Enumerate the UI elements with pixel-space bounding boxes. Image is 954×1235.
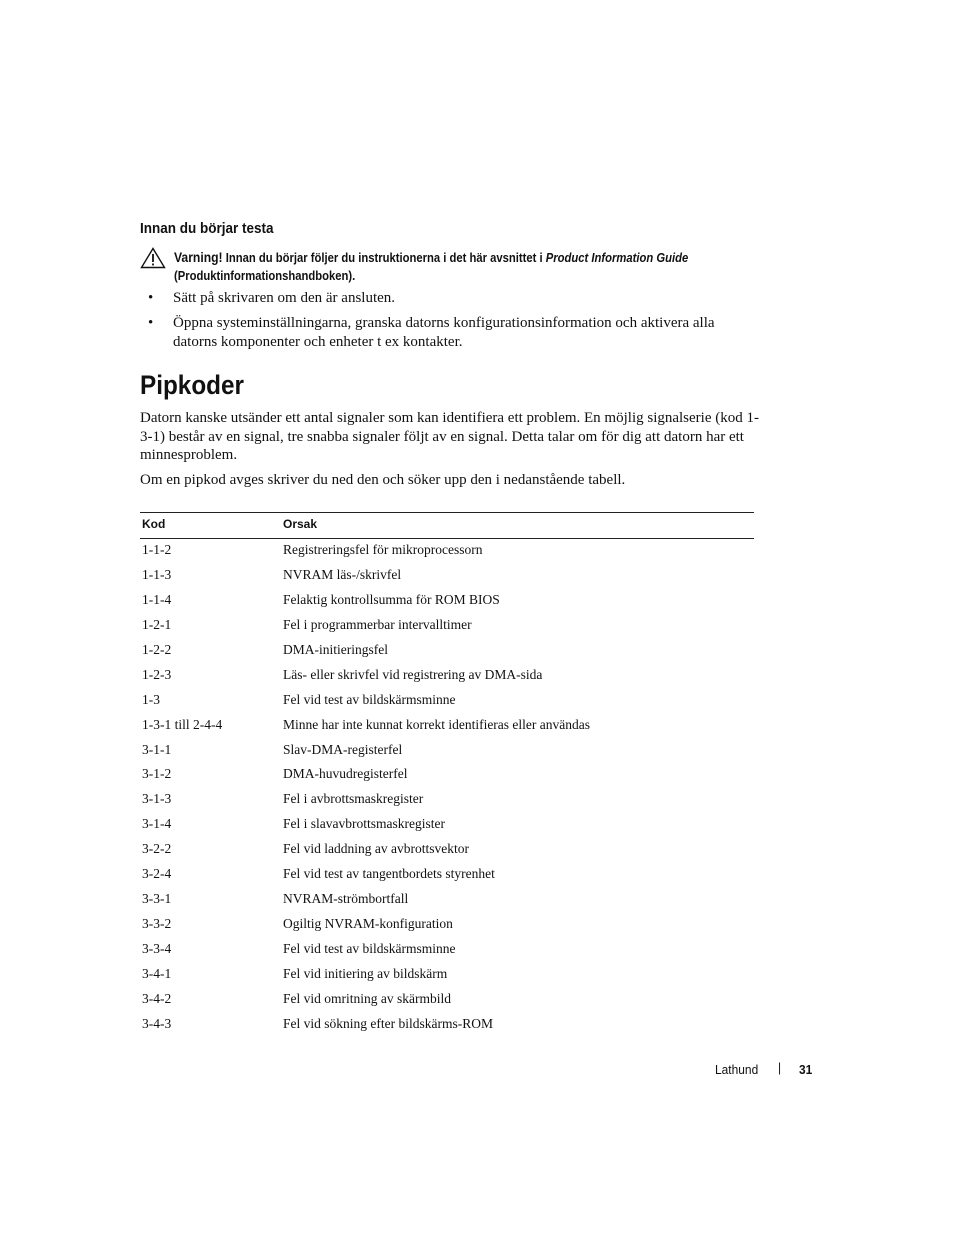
- code-cell: 1-1-2: [142, 542, 172, 557]
- table-row: [140, 539, 754, 564]
- instruction-paragraph: Om en pipkod avges skriver du ned den och söker upp den i nedanstående tabell.: [140, 472, 626, 488]
- cause-cell: Fel i slavavbrottsmaskregister: [283, 816, 445, 832]
- intro-paragraph: Datorn kanske utsänder ett antal signaler som kan identifiera ett problem. En möjlig signalserie (kod 1-3-1) består av en signal, tre snabba signaler följt av en signal. Detta talar om för dig att datorn har ett minnesproblem.: [140, 410, 759, 463]
- table-row: [140, 1013, 754, 1038]
- cause-cell: Läs- eller skrivfel vid registrering av DMA-sida: [283, 666, 543, 682]
- table-body: [140, 539, 754, 1038]
- code-cell: 1-2-1: [142, 616, 172, 632]
- code-cell: 1-3-1 till 2-4-4: [142, 716, 223, 732]
- column-header-kod: Kod: [142, 517, 166, 531]
- table-row: [140, 664, 754, 689]
- code-cell: 3-1-1: [142, 741, 172, 757]
- cause-cell: Fel vid omritning av skärmbild: [283, 990, 451, 1006]
- code-cell: 3-3-1: [142, 891, 172, 907]
- code-cell: 3-2-2: [142, 841, 172, 857]
- bullet-list: [140, 289, 740, 358]
- table-row: [140, 838, 754, 863]
- list-item: [140, 289, 740, 308]
- cause-cell: Felaktig kontrollsumma för ROM BIOS: [283, 591, 500, 607]
- cause-cell: Fel i avbrottsmaskregister: [283, 791, 424, 807]
- column-header-orsak: Orsak: [283, 517, 318, 531]
- code-cell: 3-4-2: [142, 990, 172, 1006]
- section-heading: Innan du börjar testa: [140, 220, 274, 237]
- cause-cell: Fel vid laddning av avbrottsvektor: [283, 841, 469, 857]
- list-item-text: Öppna systeminställningarna, granska datorns konfigurationsinformation och aktivera alla datorns komponenter och enheter t ex kontakter.: [173, 315, 715, 350]
- cause-cell: Fel vid test av bildskärmsminne: [283, 941, 456, 956]
- cause-cell: DMA-initieringsfel: [283, 641, 388, 657]
- warning-text: Innan du börjar följer du instruktionerna i det här avsnittet i: [222, 251, 546, 265]
- table-row: [140, 714, 754, 739]
- table-row: [140, 639, 754, 664]
- code-cell: 3-4-1: [142, 965, 172, 981]
- beep-code-table: [140, 512, 754, 1038]
- warning-line-1: [174, 249, 696, 267]
- page-number: 31: [799, 1062, 813, 1077]
- table-row: [140, 614, 754, 639]
- warning-notice: [174, 249, 696, 285]
- footer-section-name: Lathund: [715, 1062, 759, 1077]
- code-cell: 1-1-4: [142, 591, 172, 607]
- cause-cell: Fel vid test av bildskärmsminne: [283, 691, 456, 707]
- table-header: [140, 512, 754, 539]
- code-cell: 3-1-4: [142, 816, 172, 832]
- table-row: [140, 988, 754, 1013]
- table-row: [140, 913, 754, 938]
- table-row: [140, 938, 754, 963]
- bullet-icon: •: [148, 290, 154, 306]
- cause-cell: NVRAM läs-/skrivfel: [283, 566, 402, 582]
- code-cell: 3-2-4: [142, 866, 172, 882]
- code-cell: 3-4-3: [142, 1015, 172, 1031]
- cause-cell: Minne har inte kunnat korrekt identifieras eller användas: [283, 716, 591, 732]
- code-cell: 3-1-2: [142, 766, 172, 782]
- guide-name: Product Information Guide: [545, 251, 689, 265]
- page-title: Pipkoder: [140, 370, 244, 400]
- table-row: [140, 739, 754, 764]
- cause-cell: Fel vid test av tangentbordets styrenhet: [283, 866, 495, 882]
- cause-cell: Ogiltig NVRAM-konfiguration: [283, 916, 453, 932]
- cause-cell: Slav-DMA-registerfel: [283, 741, 403, 757]
- code-cell: 3-3-2: [142, 916, 172, 932]
- cause-cell: Registreringsfel för mikroprocessorn: [283, 542, 483, 557]
- table-row: [140, 813, 754, 838]
- code-cell: 1-1-3: [142, 566, 172, 582]
- cause-cell: DMA-huvudregisterfel: [283, 766, 408, 782]
- cause-cell: Fel vid initiering av bildskärm: [283, 965, 448, 981]
- code-cell: 1-2-2: [142, 641, 172, 657]
- warning-label: Varning!: [174, 250, 223, 265]
- code-cell: 1-3: [142, 691, 160, 707]
- bullet-icon: •: [148, 315, 154, 331]
- table-row: [140, 963, 754, 988]
- code-cell: 3-3-4: [142, 941, 172, 956]
- code-cell: 3-1-3: [142, 791, 172, 807]
- cause-cell: NVRAM-strömbortfall: [283, 891, 409, 907]
- table-row: [140, 564, 754, 589]
- warning-triangle-icon: [140, 247, 166, 269]
- table-row: [140, 763, 754, 788]
- cause-cell: Fel vid sökning efter bildskärms-ROM: [283, 1015, 493, 1031]
- footer-separator: |: [778, 1060, 782, 1075]
- warning-line-2: (Produktinformationshandboken).: [174, 269, 356, 283]
- table-row: [140, 863, 754, 888]
- code-cell: 1-2-3: [142, 666, 172, 682]
- table-row: [140, 689, 754, 714]
- table-row: [140, 788, 754, 813]
- cause-cell: Fel i programmerbar intervalltimer: [283, 616, 472, 632]
- list-item: [140, 314, 740, 352]
- table-row: [140, 589, 754, 614]
- list-item-text: Sätt på skrivaren om den är ansluten.: [173, 290, 396, 306]
- table-row: [140, 888, 754, 913]
